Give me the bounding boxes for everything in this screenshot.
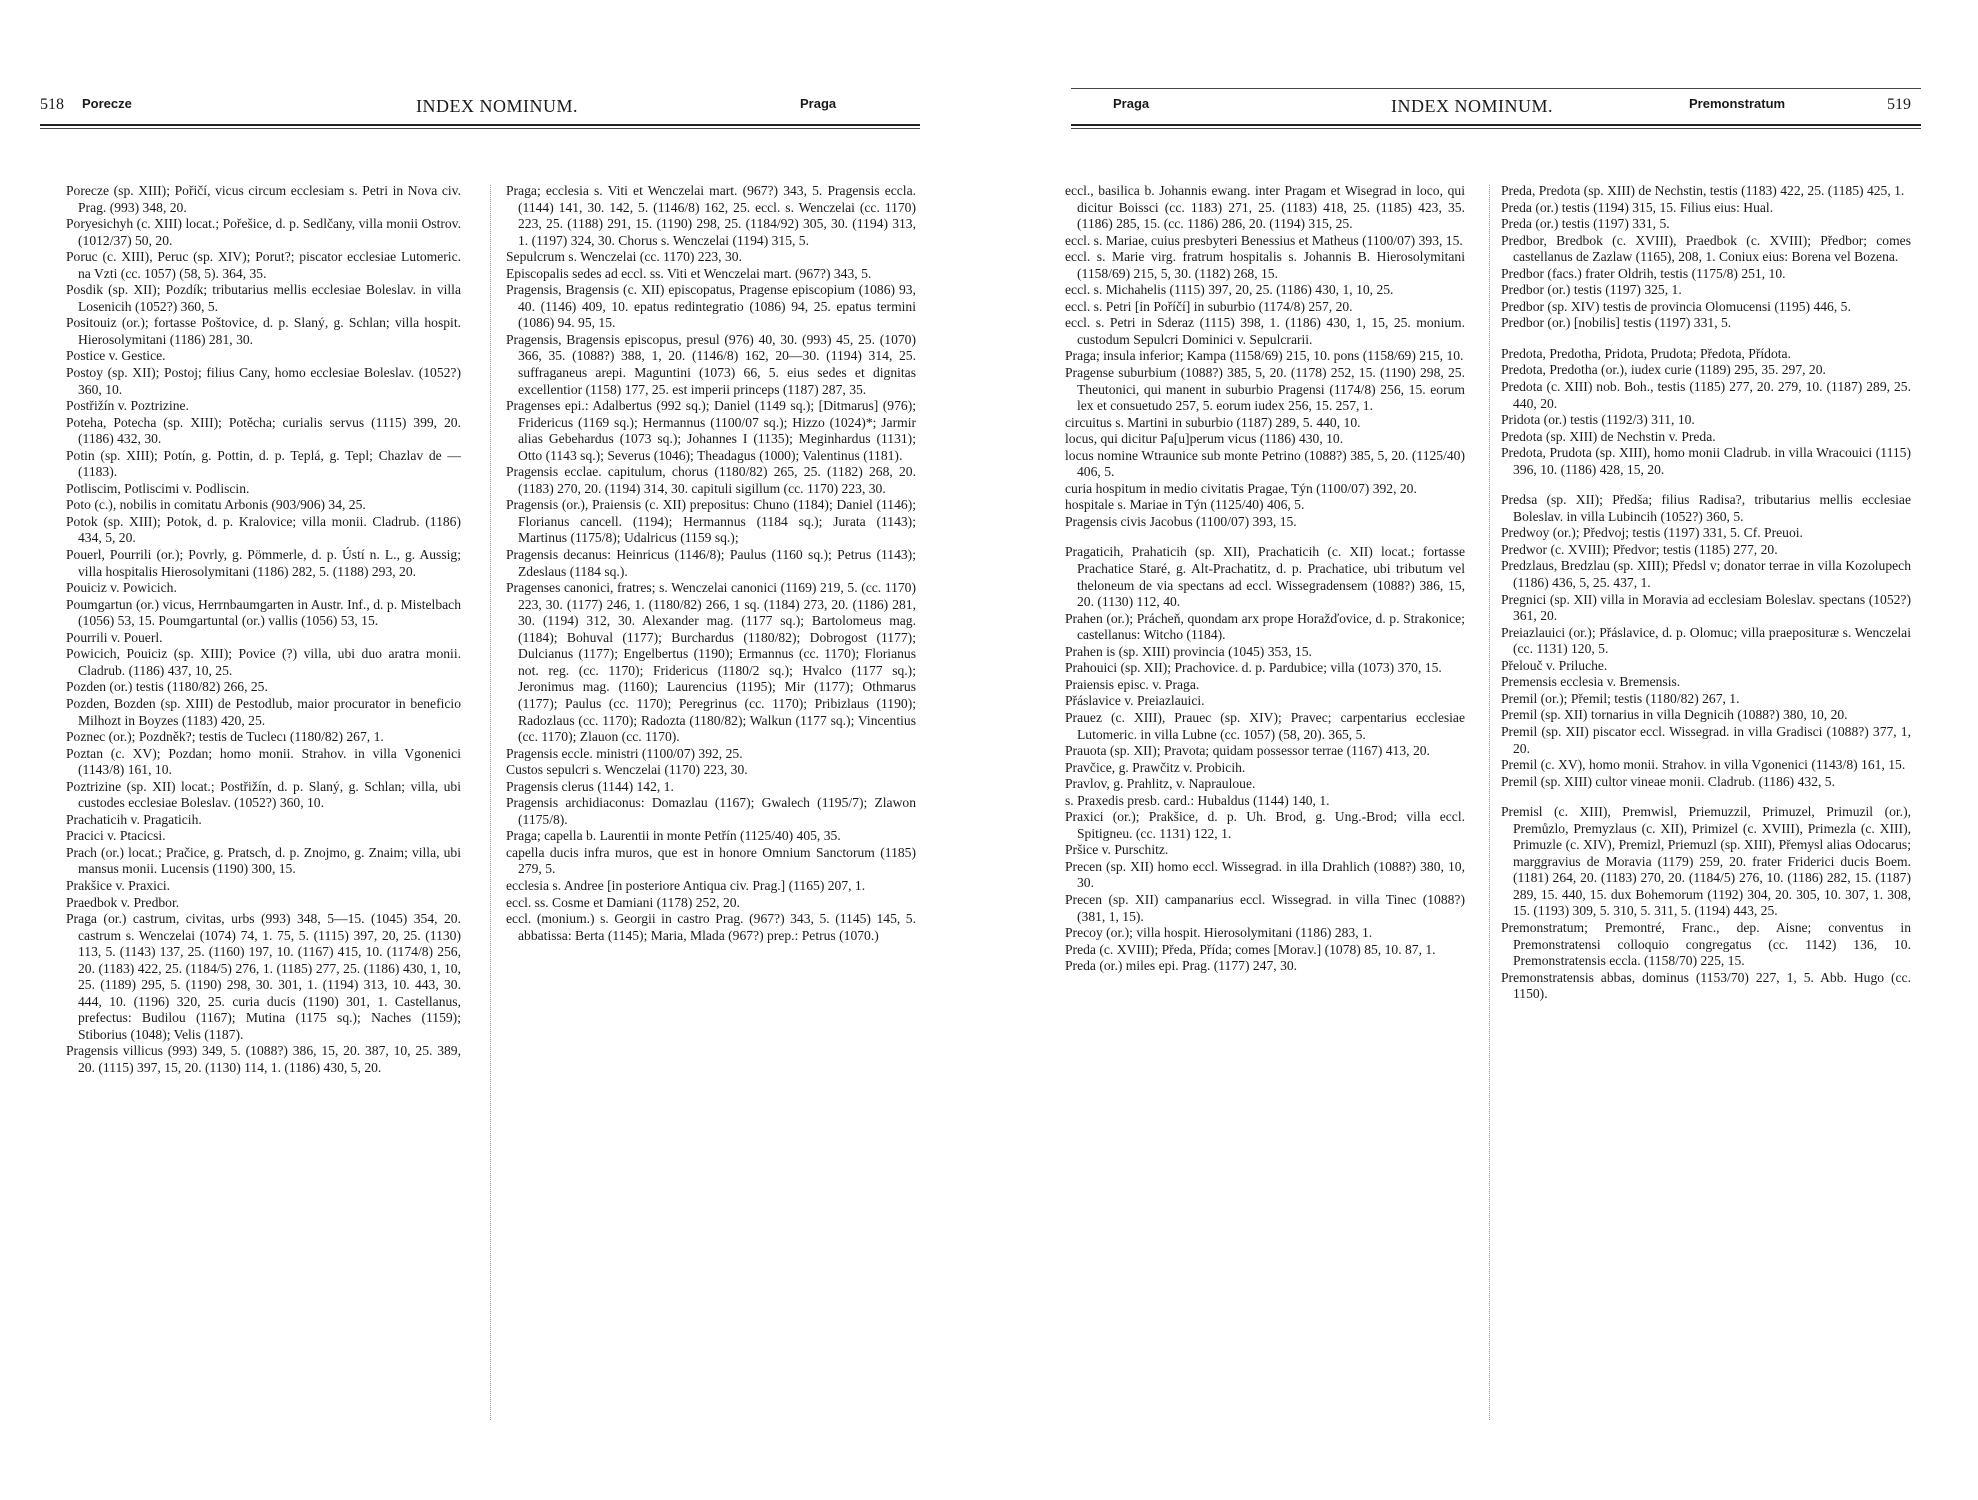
header-rule	[40, 124, 920, 126]
index-entry: Prahouici (sp. XII); Prachovice. d. p. Pardubice; villa (1073) 370, 15.	[1065, 660, 1442, 676]
index-entry: hospitale s. Mariae in Týn (1125/40) 406, 5.	[1065, 497, 1305, 513]
index-entry: Poztrizine (sp. XII) locat.; Postřižín, d. p. Slaný, g. Schlan; villa, ubi custodes ecclesiae Boleslav. (1052?) 360, 10.	[66, 778, 461, 811]
index-entry: Precoy (or.); villa hospit. Hierosolymitani (1186) 283, 1.	[1065, 925, 1373, 941]
index-entry: Pragensis, Bragensis (c. XII) episcopatus, Pragense episcopium (1086) 93, 40. (1146) 409, 10. epatus redintegratio (1086) 94, 25. epatus termini (1086) 94. 95, 15.	[506, 282, 916, 331]
index-entry: Praga; insula inferior; Kampa (1158/69) 215, 10. pons (1158/69) 215, 10.	[1065, 348, 1464, 364]
index-entry: Pragensis villicus (993) 349, 5. (1088?) 386, 15, 20. 387, 10, 25. 389, 20. (1115) 397, 15, 20. (1130) 114, 1. (1186) 430, 5, 20.	[66, 1043, 461, 1075]
index-entry: Poruc (c. XIII), Peruc (sp. XIV); Porut?; piscator ecclesiae Lutomeric. na Vzti (cc. 1057) (58, 5). 364, 35.	[66, 249, 461, 281]
index-entry: Praxici (or.); Prakšice, d. p. Uh. Brod, g. Ung.-Brod; villa eccl. Spitigneu. (cc. 1131) 122, 1.	[1065, 809, 1465, 841]
index-entry: Preda (c. XVIII); Předa, Přída; comes [Morav.] (1078) 85, 10. 87, 1.	[1065, 941, 1436, 957]
index-entry: Prahen is (sp. XIII) provincia (1045) 353, 15.	[1065, 643, 1312, 659]
index-entry: eccl. s. Petri [in Poříčí] in suburbio (1174/8) 257, 20.	[1065, 298, 1353, 314]
index-entry: locus, qui dicitur Pa[u]perum vicus (1186) 430, 10.	[1065, 431, 1344, 447]
index-entry: Pršice v. Purschitz.	[1065, 842, 1169, 858]
index-entry: Premonstratum; Premontré, Franc., dep. Aisne; conventus in Premonstratensi colloquio congregatus (cc. 1142) 136, 10. Premonstratensis eccla. (1158/70) 225, 15.	[1501, 919, 1911, 969]
index-entry: Poto (c.), nobilis in comitatu Arbonis (903/906) 34, 25.	[66, 497, 366, 513]
index-entry: curia hospitum in medio civitatis Pragae, Týn (1100/07) 392, 20.	[1065, 480, 1417, 496]
index-entry: Predbor, Bredbok (c. XVIII), Praedbok (c. XVIII); Předbor; comes castellanus de Zazlaw (1165), 208, 1. Coniux eius: Borena vel Bozena.	[1501, 232, 1911, 265]
index-entry: Prakšice v. Praxici.	[66, 877, 171, 893]
column-divider	[1489, 185, 1490, 1420]
index-entry: Pragensis clerus (1144) 142, 1.	[506, 778, 674, 794]
index-entry: Poztan (c. XV); Pozdan; homo monii. Strahov. in villa Vgonenici (1143/8) 161, 10.	[66, 745, 461, 778]
index-entry: Predbor (or.) testis (1197) 325, 1.	[1501, 282, 1682, 298]
index-entry: Premil (or.); Přemil; testis (1180/82) 267, 1.	[1501, 690, 1740, 706]
index-entry: Precen (sp. XII) homo eccl. Wissegrad. in illa Drahlich (1088?) 380, 10, 30.	[1065, 858, 1465, 891]
index-entry: Praga; ecclesia s. Viti et Wenczelai mart. (967?) 343, 5. Pragensis eccla. (1144) 141, 30. 142, 5. (1146/8) 162, 25. eccl. s. Wenczelai (cc. 1170) 223, 25. (1188) 291, 15. (1190) 298, 25. (1184/92) 305, 30. (1194) 313, 1. (1197) 324, 30. Chorus s. Wenczelai (1194) 315, 5.	[506, 183, 916, 248]
index-entry: locus nomine Wtraunice sub monte Petrino (1088?) 385, 5, 20. (1125/40) 406, 5.	[1065, 447, 1465, 480]
index-entry: Pravlov, g. Prahlitz, v. Naprauloue.	[1065, 776, 1256, 792]
index-entry: Pragenses canonici, fratres; s. Wenczelai canonici (1169) 219, 5. (cc. 1170) 223, 30. (1177) 246, 1. (1180/82) 266, 1 sq. (1184) 273, 20. (1186) 281, 30. (1194) 312, 30. Alexander mag. (1177 sq.); Bartolomeus mag. (1184); Bohuval (1177); Burchardus (1180/82); Dobrogost (1177); Dulcianus (1177); Engelbertus (1190); Ermannus (cc. 1170); Florianus not. reg. (cc. 1170); Fridericus (1180/2 sq.); Hvalco (1177 sq.); Jeronimus mag. (1160); Laurencius (1195); Mir (1177); Othmarus (1177); Paulus (cc. 1170); Peregrinus (cc. 1170); Pribizlaus (1190); Radozlaus (cc. 1170); Radozta (1180/82); Walkun (1177 sq.); Vincentius (cc. 1170); Zlauon (cc. 1170).	[506, 580, 916, 745]
index-entry: eccl. s. Mariae, cuius presbyteri Benessius et Matheus (1100/07) 393, 15.	[1065, 232, 1463, 248]
index-entry: Potin (sp. XIII); Potín, g. Pottin, d. p. Teplá, g. Tepl; Chazlav de — (1183).	[66, 447, 461, 480]
index-entry: Predota (sp. XIII) de Nechstin v. Preda.	[1501, 428, 1716, 444]
index-entry: Postice v. Gestice.	[66, 348, 166, 364]
index-entry: Poryesichyh (c. XIII) locat.; Pořešice, d. p. Sedlčany, villa monii Ostrov. (1012/37) 50, 20.	[66, 216, 461, 248]
index-entry: Prahen (or.); Prácheň, quondam arx prope Horažďovice, d. p. Strakonice; castellanus: Witcho (1184).	[1065, 610, 1465, 643]
index-entry: Premil (sp. XIII) cultor vineae monii. Cladrub. (1186) 432, 5.	[1501, 773, 1835, 789]
index-entry: Praga; capella b. Laurentii in monte Petřín (1125/40) 405, 35.	[506, 828, 841, 844]
index-entry: Pragensis, Bragensis episcopus, presul (976) 40, 30. (993) 45, 25. (1070) 366, 35. (1088?) 388, 1, 20. (1146/8) 162, 20—30. (1194) 314, 25. suffraganeus arepi. Maguntini (1073) 66, 5. eius sedes et dignitas excellentior (1158) 177, 25. est imperii princeps (1187) 287, 35.	[506, 331, 916, 397]
index-entry: Premil (c. XV), homo monii. Strahov. in villa Vgonenici (1143/8) 161, 15.	[1501, 757, 1906, 773]
index-entry: Predbor (sp. XIV) testis de provincia Olomucensi (1195) 446, 5.	[1501, 298, 1851, 314]
index-entry: Sepulcrum s. Wenczelai (cc. 1170) 223, 30.	[506, 249, 742, 265]
index-entry: Predota, Predotha (or.), iudex curie (1189) 295, 35. 297, 20.	[1501, 362, 1826, 378]
index-entry: Postoy (sp. XII); Postoj; filius Cany, homo ecclesiae Boleslav. (1052?) 360, 10.	[66, 365, 461, 397]
index-entry: Pouiciz v. Powicich.	[66, 580, 177, 596]
index-entry: Přelouč v. Priluche.	[1501, 657, 1608, 673]
index-entry: Preda (or.) miles epi. Prag. (1177) 247, 30.	[1065, 958, 1298, 974]
index-entry: Premil (sp. XII) piscator eccl. Wissegrad. in villa Gradisci (1088?) 377, 1, 20.	[1501, 723, 1911, 756]
index-entry: Prauez (c. XIII), Prauec (sp. XIV); Pravec; carpentarius ecclesiae Lutomeric. in villa Lubne (cc. 1057) (58, 20). 365, 5.	[1065, 709, 1465, 742]
right-column-1	[1065, 183, 1465, 975]
index-entry: Pragaticih, Prahaticih (sp. XII), Prachaticih (c. XII) locat.; fortasse Prachatice Staré, g. Alt-Prachatitz, d. p. Prachatice, ubi tributum vel theloneum de via spectans ad eccl. Wissegradensem (1088?) 386, 15, 20. (1130) 112, 40.	[1065, 544, 1465, 610]
header-rule-thin	[1071, 128, 1921, 129]
index-entry: Pracici v. Ptacicsi.	[66, 828, 166, 844]
index-entry: eccl. s. Marie virg. fratrum hospitalis s. Johannis B. Hierosolymitani (1158/69) 215, 5, 30. (1182) 268, 15.	[1065, 249, 1465, 281]
index-entry: eccl. s. Petri in Sderaz (1115) 398, 1. (1186) 430, 1, 15, 25. monium. custodum Sepulcri Dominici v. Sepulcrarii.	[1065, 315, 1465, 347]
index-entry: Premonstratensis abbas, dominus (1153/70) 227, 1, 5. Abb. Hugo (cc. 1150).	[1501, 969, 1911, 1002]
right-column-2	[1501, 183, 1911, 1003]
index-entry: Poteha, Potecha (sp. XIII); Potěcha; curialis servus (1115) 399, 20. (1186) 432, 30.	[66, 414, 461, 447]
index-entry: Prach (or.) locat.; Pračice, g. Pratsch, d. p. Znojmo, g. Znaim; villa, ubi mansus monii. Lucensis (1190) 300, 15.	[66, 844, 461, 877]
right-page-header	[1071, 96, 1921, 122]
index-entry: Potliscim, Potliscimi v. Podliscin.	[66, 480, 250, 496]
index-entry: Predzlaus, Bredzlau (sp. XIII); Předsl v; donator terrae in villa Kozolupech (1186) 436, 5, 25. 437, 1.	[1501, 558, 1911, 591]
index-entry: Prauota (sp. XII); Pravota; quidam possessor terrae (1167) 413, 20.	[1065, 743, 1430, 759]
header-rule	[1071, 124, 1921, 126]
index-entry: eccl. s. Michahelis (1115) 397, 20, 25. (1186) 430, 1, 10, 25.	[1065, 282, 1394, 298]
index-entry: Posdik (sp. XII); Pozdík; tributarius mellis ecclesiae Boleslav. in villa Losenicih (1052?) 360, 5.	[66, 282, 461, 314]
left-column-1	[66, 183, 461, 1077]
header-rule-thin	[40, 128, 920, 129]
index-entry: Pragensis ecclae. capitulum, chorus (1180/82) 265, 25. (1182) 268, 20. (1183) 270, 20. (1194) 314, 30. capituli sigillum (cc. 1170) 223, 30.	[506, 464, 916, 496]
index-entry: Pragensis archidiaconus: Domazlau (1167); Gwalech (1195/7); Zlawon (1175/8).	[506, 795, 916, 827]
index-entry: Precen (sp. XII) campanarius eccl. Wissegrad. in villa Tinec (1088?) (381, 1, 15).	[1065, 891, 1465, 924]
running-head-last: Premonstratum	[1689, 96, 1786, 111]
running-head-first: Porecze	[82, 96, 132, 111]
index-entry: Praga (or.) castrum, civitas, urbs (993) 348, 5—15. (1045) 354, 20. castrum s. Wenczelai (1074) 74, 1. 75, 5. (1115) 397, 20, 25. (1130) 113, 5. (1143) 137, 25. (1160) 197, 10. (1167) 415, 10. (1174/8) 256, 20. (1183) 422, 25. (1184/5) 276, 1. (1185) 277, 25. (1186) 430, 1, 10, 25. (1189) 295, 5. (1190) 298, 30. 301, 1. (1194) 313, 10. 443, 30. 444, 10. (1196) 320, 25. curia ducis (1190) 301, 1. Castellanus, prefectus: Budilou (1167); Mutina (1175 sq.); Naches (1159); Stiborius (1048); Velis (1187).	[66, 911, 461, 1042]
index-entry: Predota, Predotha, Pridota, Prudota; Předota, Přídota.	[1501, 345, 1791, 361]
index-entry: Přáslavice v. Preiazlauici.	[1065, 693, 1205, 709]
index-entry: Pozden (or.) testis (1180/82) 266, 25.	[66, 679, 268, 695]
index-entry: Positouiz (or.); fortasse Poštovice, d. p. Slaný, g. Schlan; villa hospit. Hierosolymitani (1186) 281, 30.	[66, 315, 461, 347]
index-entry: Prachaticih v. Pragaticih.	[66, 811, 202, 827]
index-entry: Preda (or.) testis (1194) 315, 15. Filius eius: Hual.	[1501, 199, 1774, 215]
index-entry: Postřižín v. Poztrizine.	[66, 398, 189, 414]
index-entry: eccl. (monium.) s. Georgii in castro Prag. (967?) 343, 5. (1145) 145, 5. abbatissa: Berta (1145); Maria, Mlada (967?) prep.: Petrus (1070.)	[506, 911, 916, 943]
index-entry: Pregnici (sp. XII) villa in Moravia ad ecclesiam Boleslav. spectans (1052?) 361, 20.	[1501, 591, 1911, 624]
top-rule	[1071, 88, 1921, 89]
page-number: 518	[40, 96, 64, 113]
index-entry: s. Praxedis presb. card.: Hubaldus (1144) 140, 1.	[1065, 792, 1330, 808]
index-entry: Pragensis (or.), Praiensis (c. XII) prepositus: Chuno (1184); Daniel (1146); Florianus cancell. (1194); Hermannus (1184 sq.); Jurata (1143); Martinus (1175/8); Udalricus (1159 sq.);	[506, 497, 916, 546]
index-entry: Predwor (c. XVIII); Předvor; testis (1185) 277, 20.	[1501, 541, 1778, 557]
index-entry: Predwoy (or.); Předvoj; testis (1197) 331, 5. Cf. Preuoi.	[1501, 525, 1803, 541]
index-entry: Pragensis civis Jacobus (1100/07) 393, 15.	[1065, 513, 1297, 529]
index-entry: Powicich, Pouiciz (sp. XIII); Povice (?) villa, ubi duo aratra monii. Cladrub. (1186) 437, 10, 25.	[66, 646, 461, 678]
index-entry: capella ducis infra muros, que est in honore Omnium Sanctorum (1185) 279, 5.	[506, 844, 916, 877]
index-entry: Porecze (sp. XIII); Pořičí, vicus circum ecclesiam s. Petri in Nova civ. Prag. (993) 348, 20.	[66, 183, 461, 215]
index-entry: Potok (sp. XIII); Potok, d. p. Kralovice; villa monii. Cladrub. (1186) 434, 5, 20.	[66, 513, 461, 546]
index-entry: Premisl (c. XIII), Premwisl, Priemuzzil, Primuzel, Primuzil (or.), Premůzlo, Premyzlaus (c. XII), Primizel (c. XVIII), Primezla (c. XIII), Primuzle (c. XIV), Premizl, Priemuzl (sp. XIII), Přemysl alias Odocarus; marggravius de Moravia (1179) 259, 20. frater Friderici ducis Boem. (1181) 264, 20. (1183) 270, 20. (1184/5) 276, 10. (1186) 282, 15. (1187) 289, 15. 440, 15. dux Bohemorum (1192) 304, 20. 305, 10. 307, 1. 308, 15. (1193) 309, 5. 310, 5. 311, 5. (1194) 443, 25.	[1501, 804, 1911, 919]
index-entry: Pouerl, Pourrili (or.); Povrly, g. Pömmerle, d. p. Ústí n. L., g. Aussig; villa hospitalis Hierosolymitani (1186) 282, 5. (1188) 293, 20.	[66, 547, 461, 579]
index-entry: Poznec (or.); Pozdněk?; testis de Tuclecı (1180/82) 267, 1.	[66, 729, 384, 745]
index-title: INDEX NOMINUM.	[416, 96, 578, 116]
index-entry: Preda, Predota (sp. XIII) de Nechstin, testis (1183) 422, 25. (1185) 425, 1.	[1501, 183, 1905, 198]
left-page-header	[40, 96, 920, 122]
index-entry: Pourrili v. Pouerl.	[66, 629, 163, 645]
index-entry: Episcopalis sedes ad eccl. ss. Viti et Wenczelai mart. (967?) 343, 5.	[506, 265, 872, 281]
column-divider	[490, 185, 491, 1420]
index-entry: ecclesia s. Andree [in posteriore Antiqua civ. Prag.] (1165) 207, 1.	[506, 877, 866, 893]
index-entry: eccl., basilica b. Johannis ewang. inter Pragam et Wisegrad in loco, qui dicitur Boissci (cc. 1183) 271, 25. (1183) 418, 25. (1185) 423, 35. (1186) 285, 15. (cc. 1186) 286, 20. (1194) 315, 25.	[1065, 183, 1465, 232]
index-entry: Pragensis eccle. ministri (1100/07) 392, 25.	[506, 745, 743, 761]
index-entry: eccl. ss. Cosme et Damiani (1178) 252, 20.	[506, 894, 740, 910]
index-entry: Custos sepulcri s. Wenczelai (1170) 223, 30.	[506, 762, 748, 778]
index-entry: Poumgartun (or.) vicus, Herrnbaumgarten in Austr. Inf., d. p. Mistelbach (1056) 53, 15. Poumgartuntal (or.) vallis (1056) 53, 15.	[66, 596, 461, 629]
index-entry: Premensis ecclesia v. Bremensis.	[1501, 674, 1681, 690]
index-entry: Predbor (facs.) frater Oldrih, testis (1175/8) 251, 10.	[1501, 265, 1786, 281]
index-title: INDEX NOMINUM.	[1391, 96, 1553, 116]
index-entry: Predota, Prudota (sp. XIII), homo monii Cladrub. in villa Wracouici (1115) 396, 10. (1186) 428, 15, 20.	[1501, 445, 1911, 477]
index-entry: Pragensis decanus: Heinricus (1146/8); Paulus (1160 sq.); Petrus (1143); Zdeslaus (1184 sq.).	[506, 547, 916, 579]
index-entry: Premil (sp. XII) tornarius in villa Degnicih (1088?) 380, 10, 20.	[1501, 707, 1848, 723]
index-entry: Praiensis episc. v. Praga.	[1065, 676, 1200, 692]
page-number: 519	[1887, 96, 1911, 113]
running-head-first: Praga	[1113, 96, 1150, 111]
index-entry: Predsa (sp. XII); Předša; filius Radisa?, tributarius mellis ecclesiae Boleslav. in villa Lubincih (1052?) 360, 5.	[1501, 492, 1911, 524]
index-entry: Pragenses epi.: Adalbertus (992 sq.); Daniel (1149 sq.); [Ditmarus] (976); Fridericus (1169 sq.); Hermannus (1100/07 sq.); Hizzo (1024)*; Jarmir alias Gebehardus (1073 sq.); Johannes I (1135); Meginhardus (1131); Otto (1143 sq.); Severus (1046); Theadagus (1000); Valentinus (1181).	[506, 398, 916, 463]
index-entry: Pozden, Bozden (sp. XIII) de Pestodlub, maior procurator in beneficio Milhozt in Boyzes (1183) 420, 25.	[66, 695, 461, 728]
running-head-last: Praga	[800, 96, 837, 111]
index-entry: Praedbok v. Predbor.	[66, 894, 180, 910]
index-entry: Predbor (or.) [nobilis] testis (1197) 331, 5.	[1501, 315, 1732, 331]
index-entry: Preda (or.) testis (1197) 331, 5.	[1501, 216, 1670, 232]
index-entry: Pragense suburbium (1088?) 385, 5, 20. (1178) 252, 15. (1190) 298, 25. Theutonici, qui manent in suburbio Pragensi (1174/8) 256, 15. eorum lex et consuetudo 257, 5. eorum iudex 256, 15. 257, 1.	[1065, 365, 1465, 414]
left-column-2	[506, 183, 916, 944]
right-page	[989, 0, 1978, 1500]
index-entry: circuitus s. Martini in suburbio (1187) 289, 5. 440, 10.	[1065, 414, 1361, 430]
index-entry: Pridota (or.) testis (1192/3) 311, 10.	[1501, 412, 1695, 428]
index-entry: Pravčice, g. Prawčitz v. Probicih.	[1065, 759, 1246, 775]
index-entry: Preiazlauici (or.); Přáslavice, d. p. Olomuc; villa praeposituræ s. Wenczelai (cc. 1131) 120, 5.	[1501, 624, 1911, 657]
index-entry: Predota (c. XIII) nob. Boh., testis (1185) 277, 20. 279, 10. (1187) 289, 25. 440, 20.	[1501, 379, 1911, 411]
